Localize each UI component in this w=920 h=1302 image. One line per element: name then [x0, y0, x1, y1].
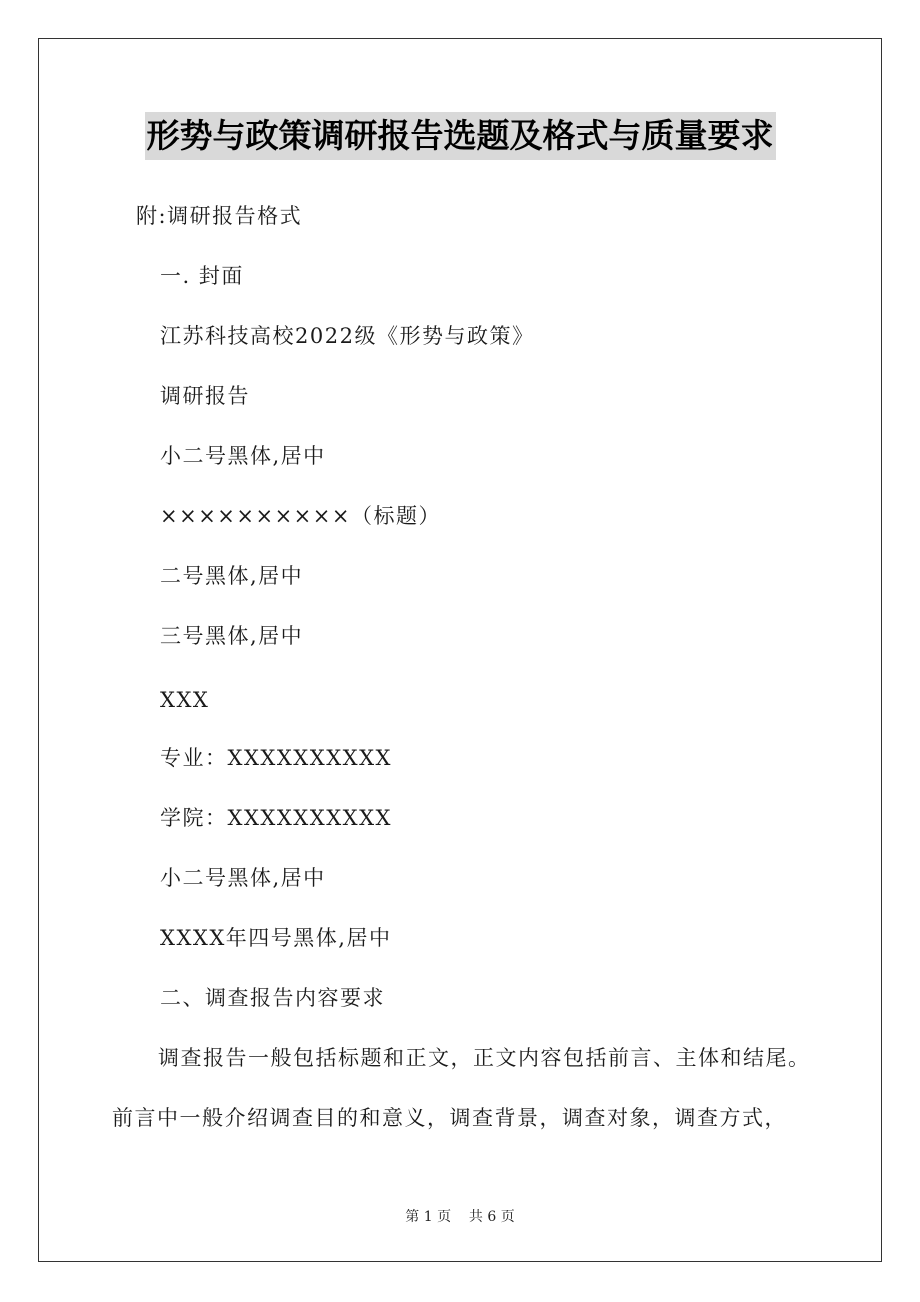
text-line: 小二号黑体,居中: [160, 444, 326, 468]
text-line: 调研报告: [160, 384, 250, 408]
text-line: 三号黑体,居中: [160, 624, 304, 648]
text-line: 学院：XXXXXXXXXX: [160, 806, 393, 830]
text-line: 江苏科技高校2022级《形势与政策》: [160, 324, 535, 348]
page-footer: 第 1 页 共 6 页: [405, 1209, 515, 1225]
text-line: 小二号黑体,居中: [160, 866, 326, 890]
document-title: 形势与政策调研报告选题及格式与质量要求: [145, 112, 776, 160]
body-paragraph: 调查报告一般包括标题和正文，正文内容包括前言、主体和结尾。前言中一般介绍调查目的和意义，调查背景，调查对象，调查方式，: [112, 1046, 811, 1130]
text-line: ××××××××××（标题）: [160, 504, 441, 528]
text-line: 二号黑体,居中: [160, 564, 304, 588]
text-line: 附:调研报告格式: [136, 204, 303, 228]
text-line: XXX: [160, 688, 210, 712]
text-line: 一. 封面: [160, 264, 244, 288]
text-line: XXXX年四号黑体,居中: [160, 926, 392, 950]
title-container: [0, 112, 920, 160]
text-line: 二、调查报告内容要求: [160, 986, 385, 1010]
text-line: 专业：XXXXXXXXXX: [160, 746, 393, 770]
